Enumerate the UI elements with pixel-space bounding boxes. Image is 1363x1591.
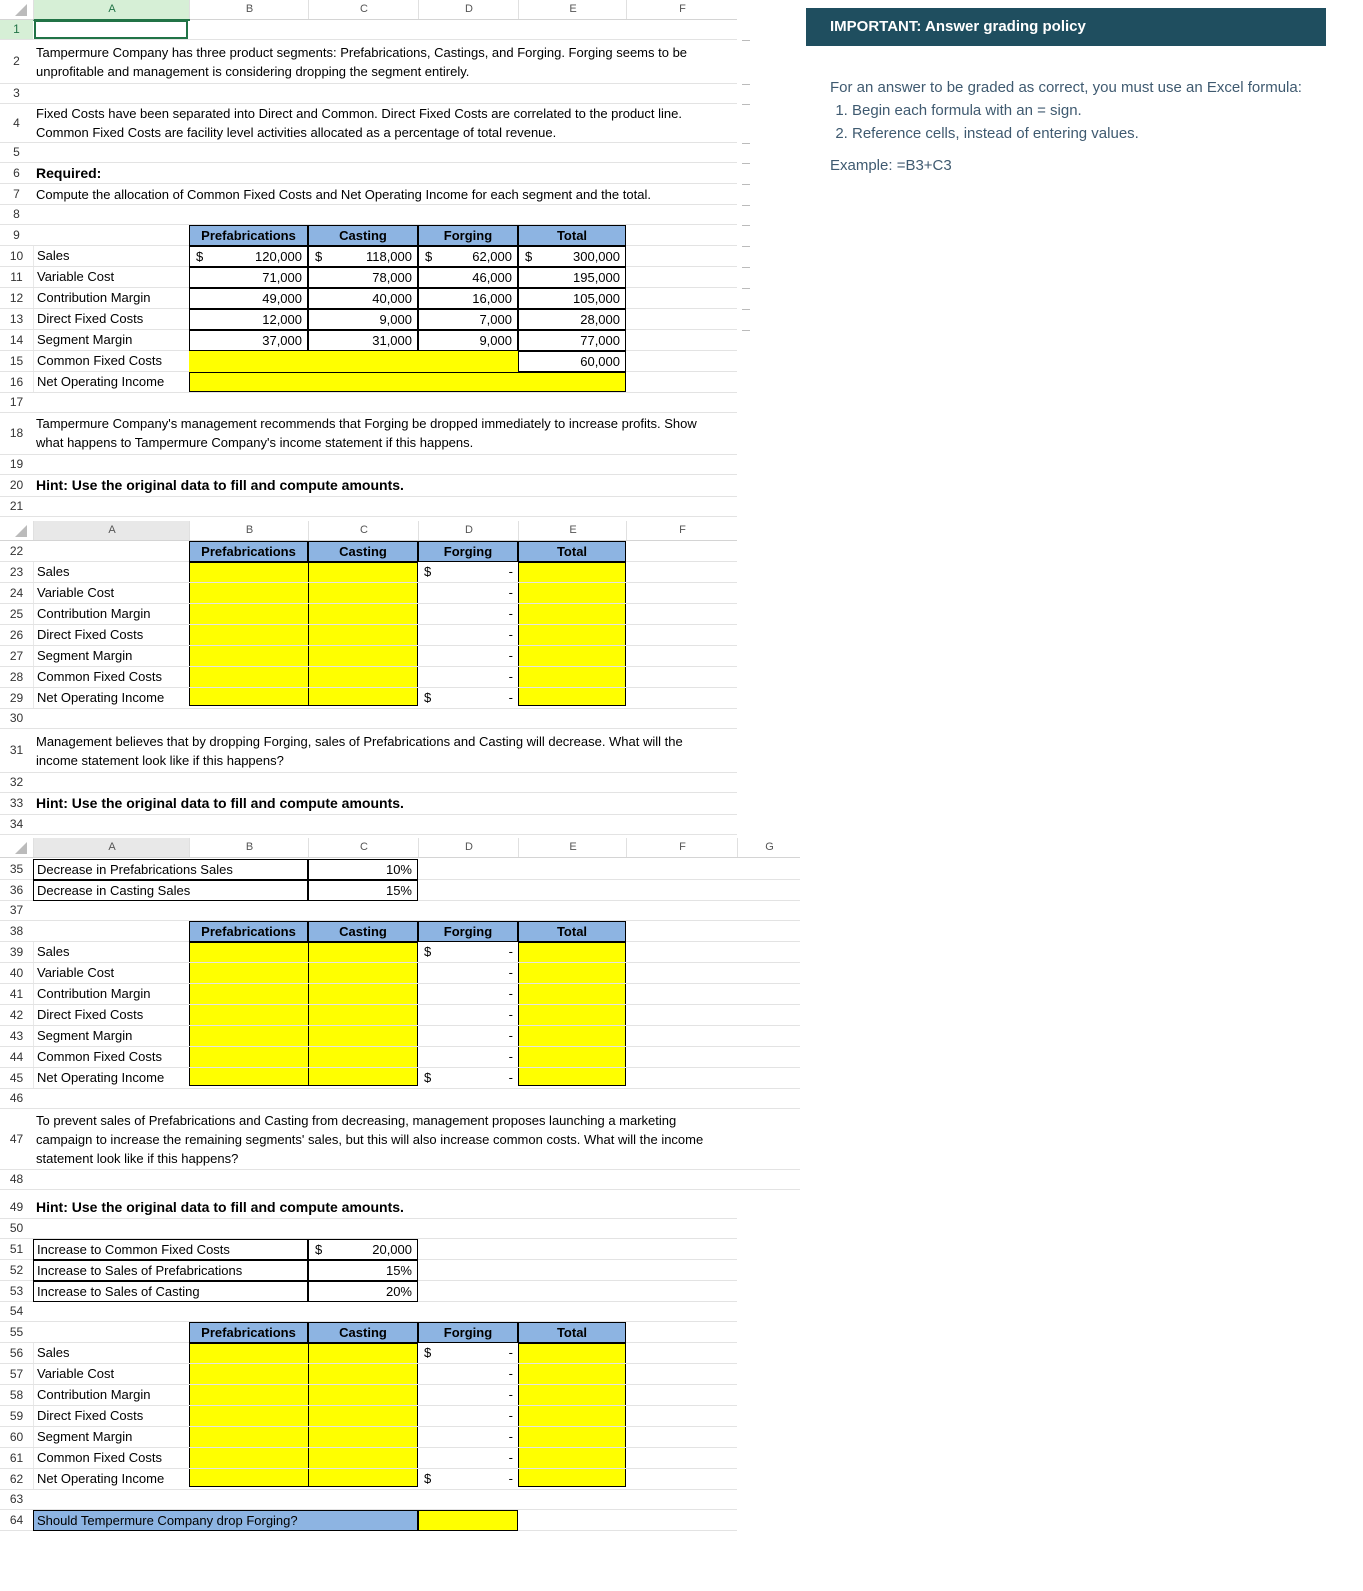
t1-cast-direct-fixed[interactable]: 9,000	[308, 309, 418, 330]
row-number[interactable]: 45	[9, 1071, 24, 1085]
header-casting: Casting	[308, 225, 418, 246]
column-header-a[interactable]: A	[33, 838, 190, 857]
row-number[interactable]: 53	[9, 1284, 24, 1298]
intro-text-fixed-costs: Fixed Costs have been separated into Direct and Common. Direct Fixed Costs are correlated to the product line. Common Fixed Costs are facility level activities allocated as a percentage of total revenue.	[36, 106, 682, 140]
label-segment-margin: Segment Margin	[33, 330, 189, 350]
t3-forg-common-fixed[interactable]: -	[508, 1049, 513, 1064]
label-sales: Sales	[33, 1343, 189, 1363]
value: 20,000	[372, 1242, 412, 1257]
increase-common-fixed-value[interactable]	[308, 1239, 418, 1260]
row-number[interactable]: 40	[9, 966, 24, 980]
t1-total-segment-margin[interactable]: 77,000	[518, 330, 626, 351]
t4-forg-variable-cost[interactable]: -	[508, 1366, 513, 1381]
row-number[interactable]: 63	[9, 1492, 24, 1506]
grading-policy-panel	[830, 76, 1350, 177]
label-contribution-margin: Contribution Margin	[33, 604, 189, 624]
currency-symbol: $	[425, 249, 433, 264]
value: 118,000	[365, 249, 412, 264]
row-number[interactable]: 27	[9, 649, 24, 663]
t1-cast-contribution-margin[interactable]: 40,000	[308, 288, 418, 309]
currency-symbol: $	[424, 690, 432, 705]
row-number[interactable]: 24	[9, 586, 24, 600]
header-forging: Forging	[418, 1322, 518, 1343]
row-number[interactable]: 14	[9, 333, 24, 347]
header-casting: Casting	[308, 921, 418, 942]
t2-forg-sales[interactable]	[418, 562, 518, 582]
row-number[interactable]: 12	[9, 291, 24, 305]
header-prefabrications: Prefabrications	[189, 541, 308, 562]
row-number[interactable]: 17	[9, 395, 24, 409]
row-number[interactable]: 21	[9, 499, 24, 513]
row-number[interactable]: 42	[9, 1008, 24, 1022]
header-prefabrications: Prefabrications	[189, 225, 308, 246]
row-number[interactable]: 50	[9, 1221, 24, 1235]
row-number[interactable]: 29	[9, 691, 24, 705]
select-all-corner[interactable]	[0, 0, 30, 19]
t1-total-common-fixed[interactable]: 60,000	[518, 351, 626, 372]
row-number[interactable]: 39	[9, 945, 24, 959]
question-drop-forging: Tampermure Company's management recommends that Forging be dropped immediately to increase profits. Show what happens to Tampermure Company's income statement if this happens.	[36, 416, 697, 450]
label-direct-fixed-costs: Direct Fixed Costs	[33, 1406, 189, 1426]
row-number[interactable]: 49	[9, 1200, 24, 1214]
header-forging: Forging	[418, 541, 518, 562]
grading-rule: 2. Reference cells, instead of entering values.	[852, 122, 1350, 145]
t1-total-contribution-margin[interactable]: 105,000	[518, 288, 626, 309]
row-number[interactable]: 9	[13, 228, 20, 242]
currency-symbol: $	[424, 564, 432, 579]
label-sales: Sales	[33, 942, 189, 962]
label-net-operating-income: Net Operating Income	[33, 1469, 189, 1489]
row-number[interactable]: 22	[9, 544, 24, 558]
row-number[interactable]: 31	[9, 743, 24, 757]
column-header-bar	[0, 0, 737, 20]
grading-policy-rules	[830, 99, 1350, 145]
header-forging: Forging	[418, 225, 518, 246]
column-header-b[interactable]: B	[189, 838, 309, 857]
t1-total-direct-fixed[interactable]: 28,000	[518, 309, 626, 330]
increase-pref-sales-value[interactable]: 15%	[308, 1260, 418, 1281]
answer-should-drop-forging[interactable]	[418, 1510, 518, 1531]
header-prefabrications: Prefabrications	[189, 1322, 308, 1343]
header-total: Total	[518, 921, 626, 942]
label-common-fixed-costs: Common Fixed Costs	[33, 1448, 189, 1468]
t3-forg-direct-fixed[interactable]: -	[508, 1007, 513, 1022]
t2-forg-contribution-margin[interactable]: -	[508, 606, 513, 621]
select-all-corner[interactable]	[0, 521, 30, 540]
intro-text-segments: Tampermure Company has three product segments: Prefabrications, Castings, and Forging. Forging seems to be unprofitable and management is considering dropping the segment entirely.	[36, 45, 688, 79]
column-header-b[interactable]: B	[189, 521, 309, 540]
label-sales: Sales	[33, 562, 189, 582]
t1-total-variable-cost[interactable]: 195,000	[518, 267, 626, 288]
row-number[interactable]: 13	[9, 312, 24, 326]
t2-forg-net-operating-income[interactable]	[418, 688, 518, 708]
hint-text: Hint: Use the original data to fill and compute amounts.	[36, 477, 404, 493]
label-common-fixed-costs: Common Fixed Costs	[33, 1047, 189, 1067]
label-net-operating-income: Net Operating Income	[33, 372, 189, 392]
label-direct-fixed-costs: Direct Fixed Costs	[33, 1005, 189, 1025]
label-decrease-cast-sales: Decrease in Casting Sales	[33, 880, 308, 901]
row-number[interactable]: 34	[9, 817, 24, 831]
label-variable-cost: Variable Cost	[33, 583, 189, 603]
input-t1-net-operating-income[interactable]	[189, 372, 626, 392]
grading-policy-title: IMPORTANT: Answer grading policy	[806, 8, 1326, 46]
column-header-g[interactable]: G	[737, 838, 801, 857]
label-net-operating-income: Net Operating Income	[33, 1068, 189, 1088]
question-marketing-campaign: To prevent sales of Prefabrications and Casting from decreasing, management proposes launching a marketing campaign to increase the remaining segments' sales, but this will also increase common costs. What will the income statement look like if this happens?	[36, 1113, 704, 1166]
t2-forg-direct-fixed[interactable]: -	[508, 627, 513, 642]
column-header-f[interactable]: F	[626, 0, 738, 19]
row-number[interactable]: 64	[9, 1513, 24, 1527]
currency-symbol: $	[424, 944, 432, 959]
t4-forg-net-operating-income[interactable]	[418, 1469, 518, 1489]
decrease-pref-sales-value[interactable]: 10%	[308, 859, 418, 880]
t2-forg-segment-margin[interactable]: -	[508, 648, 513, 663]
required-text: Compute the allocation of Common Fixed Costs and Net Operating Income for each segment and the total.	[36, 187, 651, 202]
row-number[interactable]: 2	[13, 54, 20, 68]
label-variable-cost: Variable Cost	[33, 267, 189, 287]
header-total: Total	[518, 225, 626, 246]
t1-pref-direct-fixed[interactable]: 12,000	[189, 309, 308, 330]
column-header-c[interactable]: C	[308, 521, 419, 540]
dash: -	[508, 1070, 513, 1085]
t1-forg-segment-margin[interactable]: 9,000	[418, 330, 518, 351]
currency-symbol: $	[424, 1070, 432, 1085]
t1-forg-variable-cost[interactable]: 46,000	[418, 267, 518, 288]
t3-forg-variable-cost[interactable]: -	[508, 965, 513, 980]
row-number[interactable]: 19	[9, 457, 24, 471]
dash: -	[508, 690, 513, 705]
t1-pref-contribution-margin[interactable]: 49,000	[189, 288, 308, 309]
row-number[interactable]: 62	[9, 1472, 24, 1486]
row-number[interactable]: 47	[9, 1132, 24, 1146]
t4-forg-common-fixed[interactable]: -	[508, 1450, 513, 1465]
label-direct-fixed-costs: Direct Fixed Costs	[33, 625, 189, 645]
row-number[interactable]: 25	[9, 607, 24, 621]
question-sales-decrease: Management believes that by dropping Forging, sales of Prefabrications and Casting will decrease. What will the income statement look like if this happens?	[36, 734, 683, 768]
row-number[interactable]: 52	[9, 1263, 24, 1277]
label-sales: Sales	[33, 246, 189, 266]
t2-forg-common-fixed[interactable]: -	[508, 669, 513, 684]
select-all-corner[interactable]	[0, 838, 30, 857]
row-number[interactable]: 38	[9, 924, 24, 938]
t1-pref-variable-cost[interactable]: 71,000	[189, 267, 308, 288]
header-casting: Casting	[308, 1322, 418, 1343]
currency-symbol: $	[315, 1242, 323, 1257]
label-direct-fixed-costs: Direct Fixed Costs	[33, 309, 189, 329]
t3-forg-net-operating-income[interactable]	[418, 1068, 518, 1088]
row-number[interactable]: 7	[13, 187, 20, 201]
row-number[interactable]: 15	[9, 354, 24, 368]
row-number[interactable]: 51	[9, 1242, 24, 1256]
required-heading: Required:	[36, 165, 102, 181]
row-number[interactable]: 10	[9, 249, 24, 263]
column-header-c[interactable]: C	[308, 0, 419, 19]
row-number[interactable]: 59	[9, 1409, 24, 1423]
t3-forg-contribution-margin[interactable]: -	[508, 986, 513, 1001]
grading-rule: 1. Begin each formula with an = sign.	[852, 99, 1350, 122]
row-number[interactable]: 57	[9, 1367, 24, 1381]
label-segment-margin: Segment Margin	[33, 646, 189, 666]
row-number[interactable]: 35	[9, 862, 24, 876]
row-number[interactable]: 23	[9, 565, 24, 579]
label-common-fixed-costs: Common Fixed Costs	[33, 351, 189, 371]
increase-cast-sales-value[interactable]: 20%	[308, 1281, 418, 1302]
row-number[interactable]: 8	[13, 207, 20, 221]
t4-forg-sales[interactable]	[418, 1343, 518, 1363]
label-decrease-pref-sales: Decrease in Prefabrications Sales	[33, 859, 308, 880]
row-number[interactable]: 43	[9, 1029, 24, 1043]
hint-text: Hint: Use the original data to fill and compute amounts.	[36, 1199, 404, 1215]
column-header-bar	[0, 521, 737, 541]
label-segment-margin: Segment Margin	[33, 1427, 189, 1447]
row-number[interactable]: 48	[9, 1172, 24, 1186]
hint-text: Hint: Use the original data to fill and compute amounts.	[36, 795, 404, 811]
value: 62,000	[472, 249, 512, 264]
t1-forg-sales[interactable]	[418, 246, 518, 267]
label-variable-cost: Variable Cost	[33, 963, 189, 983]
header-total: Total	[518, 541, 626, 562]
t3-forg-sales[interactable]	[418, 942, 518, 962]
row-number[interactable]: 1	[0, 20, 33, 39]
row-number[interactable]: 3	[13, 86, 20, 100]
label-segment-margin: Segment Margin	[33, 1026, 189, 1046]
header-total: Total	[518, 1322, 626, 1343]
row-number[interactable]: 37	[9, 903, 24, 917]
currency-symbol: $	[315, 249, 323, 264]
t1-cast-sales[interactable]	[308, 246, 418, 267]
row-number[interactable]: 36	[9, 883, 24, 897]
row-number[interactable]: 16	[9, 375, 24, 389]
input-t1-common-fixed-pref-cast[interactable]	[189, 351, 418, 372]
header-prefabrications: Prefabrications	[189, 921, 308, 942]
label-contribution-margin: Contribution Margin	[33, 984, 189, 1004]
row-number[interactable]: 18	[9, 426, 24, 440]
row-number[interactable]: 55	[9, 1325, 24, 1339]
active-cell-a1[interactable]	[34, 20, 188, 39]
column-header-a[interactable]: A	[33, 521, 190, 540]
value: 120,000	[255, 249, 302, 264]
row-number[interactable]: 54	[9, 1304, 24, 1318]
header-forging: Forging	[418, 921, 518, 942]
decrease-cast-sales-value[interactable]: 15%	[308, 880, 418, 901]
value: 300,000	[573, 249, 620, 264]
row-number[interactable]: 33	[9, 796, 24, 810]
row-number[interactable]: 56	[9, 1346, 24, 1360]
label-common-fixed-costs: Common Fixed Costs	[33, 667, 189, 687]
t4-forg-direct-fixed[interactable]: -	[508, 1408, 513, 1423]
row-number[interactable]: 58	[9, 1388, 24, 1402]
row-number[interactable]: 6	[13, 166, 20, 180]
column-header-e[interactable]: E	[518, 0, 627, 19]
row-number[interactable]: 4	[13, 116, 20, 130]
label-variable-cost: Variable Cost	[33, 1364, 189, 1384]
currency-symbol: $	[525, 249, 533, 264]
column-header-d[interactable]: D	[418, 0, 519, 19]
row-number[interactable]: 46	[9, 1091, 24, 1105]
header-casting: Casting	[308, 541, 418, 562]
row-number[interactable]: 30	[9, 711, 24, 725]
t2-forg-variable-cost[interactable]: -	[508, 585, 513, 600]
label-increase-pref-sales: Increase to Sales of Prefabrications	[33, 1260, 308, 1281]
t1-forg-direct-fixed[interactable]: 7,000	[418, 309, 518, 330]
t1-cast-variable-cost[interactable]: 78,000	[308, 267, 418, 288]
currency-symbol: $	[196, 249, 204, 264]
column-header-f[interactable]: F	[626, 521, 738, 540]
dash: -	[508, 1345, 513, 1360]
t1-pref-segment-margin[interactable]: 37,000	[189, 330, 308, 351]
currency-symbol: $	[424, 1471, 432, 1486]
column-header-f[interactable]: F	[626, 838, 738, 857]
column-header-e[interactable]: E	[518, 521, 627, 540]
column-header-e[interactable]: E	[518, 838, 627, 857]
label-increase-cast-sales: Increase to Sales of Casting	[33, 1281, 308, 1302]
t1-pref-sales[interactable]	[189, 246, 308, 267]
input-t1-common-fixed-forg[interactable]	[418, 351, 518, 372]
label-contribution-margin: Contribution Margin	[33, 1385, 189, 1405]
row-number[interactable]: 60	[9, 1430, 24, 1444]
row-number[interactable]: 44	[9, 1050, 24, 1064]
column-header-c[interactable]: C	[308, 838, 419, 857]
grading-policy-intro: For an answer to be graded as correct, you must use an Excel formula:	[830, 79, 1302, 96]
label-increase-common-fixed: Increase to Common Fixed Costs	[33, 1239, 308, 1260]
t4-forg-segment-margin[interactable]: -	[508, 1429, 513, 1444]
column-header-b[interactable]: B	[189, 0, 309, 19]
row-number[interactable]: 20	[9, 478, 24, 492]
grading-policy-example: Example: =B3+C3	[830, 157, 952, 174]
t4-forg-contribution-margin[interactable]: -	[508, 1387, 513, 1402]
row-number[interactable]: 41	[9, 987, 24, 1001]
row-number[interactable]: 11	[10, 270, 23, 284]
row-number[interactable]: 61	[9, 1451, 24, 1465]
t1-cast-segment-margin[interactable]: 31,000	[308, 330, 418, 351]
column-header-d[interactable]: D	[418, 838, 519, 857]
row-number[interactable]: 5	[13, 145, 20, 159]
t1-forg-contribution-margin[interactable]: 16,000	[418, 288, 518, 309]
dash: -	[508, 1471, 513, 1486]
row-number[interactable]: 32	[9, 775, 24, 789]
row-number[interactable]: 28	[9, 670, 24, 684]
column-header-bar	[0, 838, 800, 858]
currency-symbol: $	[424, 1345, 432, 1360]
t3-forg-segment-margin[interactable]: -	[508, 1028, 513, 1043]
label-contribution-margin: Contribution Margin	[33, 288, 189, 308]
t1-total-sales[interactable]	[518, 246, 626, 267]
question-should-drop-forging: Should Tempermure Company drop Forging?	[33, 1510, 418, 1531]
column-header-d[interactable]: D	[418, 521, 519, 540]
row-number[interactable]: 26	[9, 628, 24, 642]
dash: -	[508, 564, 513, 579]
column-header-a[interactable]: A	[33, 0, 190, 21]
label-net-operating-income: Net Operating Income	[33, 688, 189, 708]
dash: -	[508, 944, 513, 959]
